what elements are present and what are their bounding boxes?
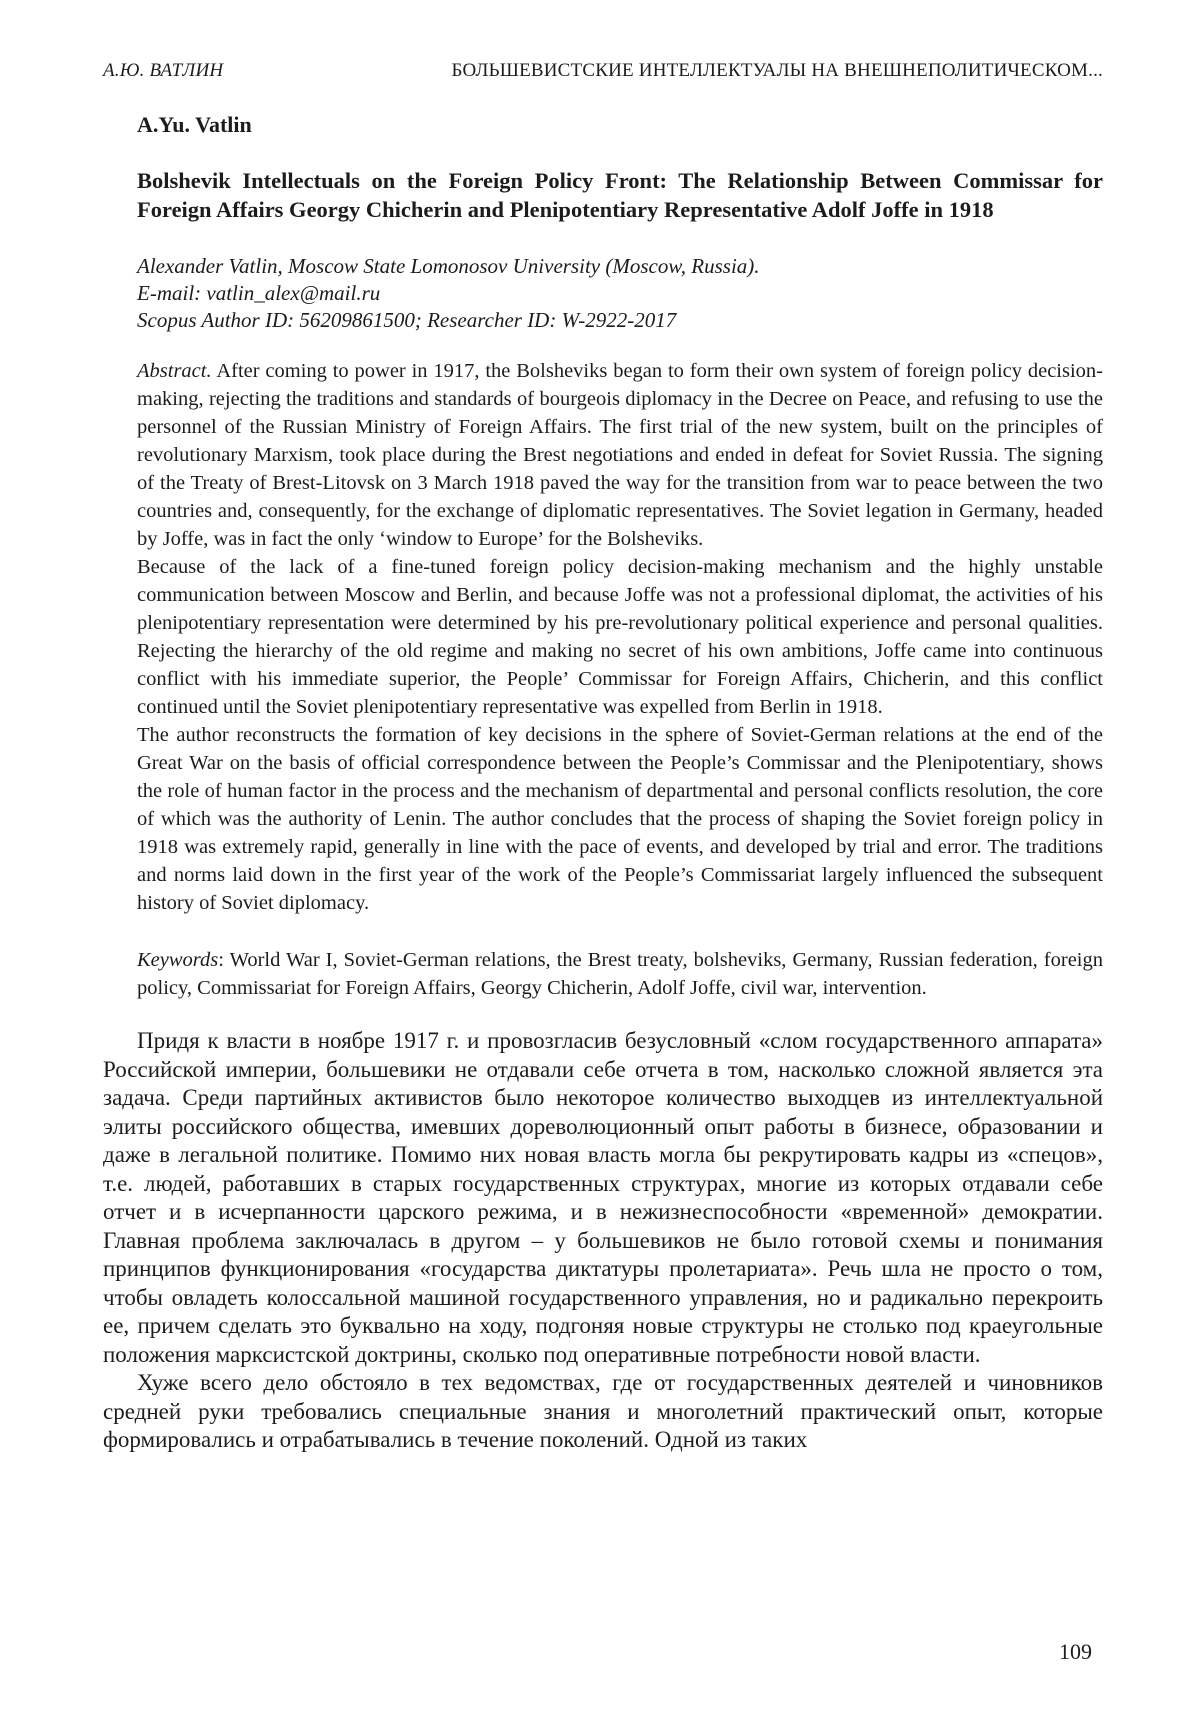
body-paragraph: Придя к власти в ноябре 1917 г. и провозгласив безусловный «слом государственного аппарата» Российской империи, большевики не отдавали себе отчета в том, насколько сложной является эта задача. Среди партийных активистов было некоторое количество выходцев из интеллектуальной элиты российского общества, имевших дореволюционный опыт работы в бизнесе, образовании и даже в легальной политике. Помимо них новая власть могла бы рекрутировать кадры из «спецов», т.е. людей, работавших в старых государственных структурах, многие из которых отдавали себе отчет и в исчерпанности царского режима, и в нежизнеспособности «временной» демократии. Главная проблема заключалась в другом – у большевиков не было готовой схемы и понимания принципов функционирования «государства диктатуры пролетариата». Речь шла не просто о том, чтобы овладеть колоссальной машиной государственного управления, но и радикально перекроить ее, причем сделать это буквально на ходу, подгоняя новые структуры не столько под краеугольные положения марксистской доктрины, сколько под оперативные потребности новой власти. bbox=[103, 1028, 1103, 1367]
abstract-paragraph bbox=[137, 357, 1103, 553]
keywords-section bbox=[137, 946, 1103, 1002]
body-paragraph: Хуже всего дело обстояло в тех ведомствах, где от государственных деятелей и чиновников средней руки требовались специальные знания и многолетний практический опыт, которые формировались и отрабатывались в течение поколений. Одной из таких bbox=[103, 1370, 1103, 1452]
affiliation-line: Alexander Vatlin, Moscow State Lomonosov University (Moscow, Russia). bbox=[137, 254, 760, 278]
keywords-label: Keywords bbox=[137, 949, 219, 971]
abstract-text: After coming to power in 1917, the Bolsheviks began to form their own system of foreign policy decision-making, rejecting the traditions and standards of bourgeois diplomacy in the Decree on Peace, and refusing to use the personnel of the Russian Ministry of Foreign Affairs. The first trial of the new system, built on the principles of revolutionary Marxism, took place during the Brest negotiations and ended in defeat for Soviet Russia. The signing of the Treaty of Brest-Litovsk on 3 March 1918 paved the way for the transition from war to peace between the two countries and, consequently, for the exchange of diplomatic representatives. The Soviet legation in Germany, headed by Joffe, was in fact the only ‘window to Europe’ for the Bolsheviks. bbox=[137, 360, 1103, 550]
email-line: E-mail: vatlin_alex@mail.ru bbox=[137, 281, 381, 305]
page-number: 109 bbox=[1059, 1639, 1092, 1664]
running-header bbox=[103, 60, 1103, 82]
keywords-paragraph bbox=[137, 946, 1103, 1002]
keywords-text: : World War I, Soviet-German relations, the Brest treaty, bolsheviks, Germany, Russian federation, foreign policy, Commissariat for Foreign Affairs, Georgy Chicherin, Adolf Joffe, civil war, intervention. bbox=[137, 949, 1103, 999]
running-header-author: А.Ю. ВАТЛИН bbox=[103, 60, 224, 81]
abstract-section bbox=[137, 357, 1103, 917]
author-name-en: A.Yu. Vatlin bbox=[137, 112, 252, 137]
affiliation-block bbox=[137, 253, 1103, 334]
body-text-russian bbox=[103, 1027, 1103, 1455]
running-header-title: БОЛЬШЕВИСТСКИЕ ИНТЕЛЛЕКТУАЛЫ НА ВНЕШНЕПОЛИТИЧЕСКОМ... bbox=[451, 60, 1103, 81]
abstract-paragraph: The author reconstructs the formation of key decisions in the sphere of Soviet-German relations at the end of the Great War on the basis of official correspondence between the People’s Commissar and the Plenipotentiary, shows the role of human factor in the process and the mechanism of departmental and personal conflicts resolution, the core of which was the authority of Lenin. The author concludes that the process of shaping the Soviet foreign policy in 1918 was extremely rapid, generally in line with the pace of events, and developed by trial and error. The traditions and norms laid down in the first year of the work of the People’s Commissariat largely influenced the subsequent history of Soviet diplomacy. bbox=[137, 724, 1103, 914]
article-title-en: Bolshevik Intellectuals on the Foreign Policy Front: The Relationship Between Commissar for Foreign Affairs Georgy Chicherin and Plenipotentiary Representative Adolf Joffe in 1918 bbox=[137, 168, 1103, 222]
abstract-paragraph: Because of the lack of a fine-tuned foreign policy decision-making mechanism and the highly unstable communication between Moscow and Berlin, and because Joffe was not a professional diplomat, the activities of his plenipotentiary representation were determined by his pre-revolutionary political experience and personal qualities. Rejecting the hierarchy of the old regime and making no secret of his own ambitions, Joffe came into continuous conflict with his immediate superior, the People’ Commissar for Foreign Affairs, Chicherin, and this conflict continued until the Soviet plenipotentiary representative was expelled from Berlin in 1918. bbox=[137, 556, 1103, 718]
researcher-ids-line: Scopus Author ID: 56209861500; Researcher ID: W-2922-2017 bbox=[137, 308, 677, 332]
abstract-label: Abstract. bbox=[137, 360, 212, 382]
